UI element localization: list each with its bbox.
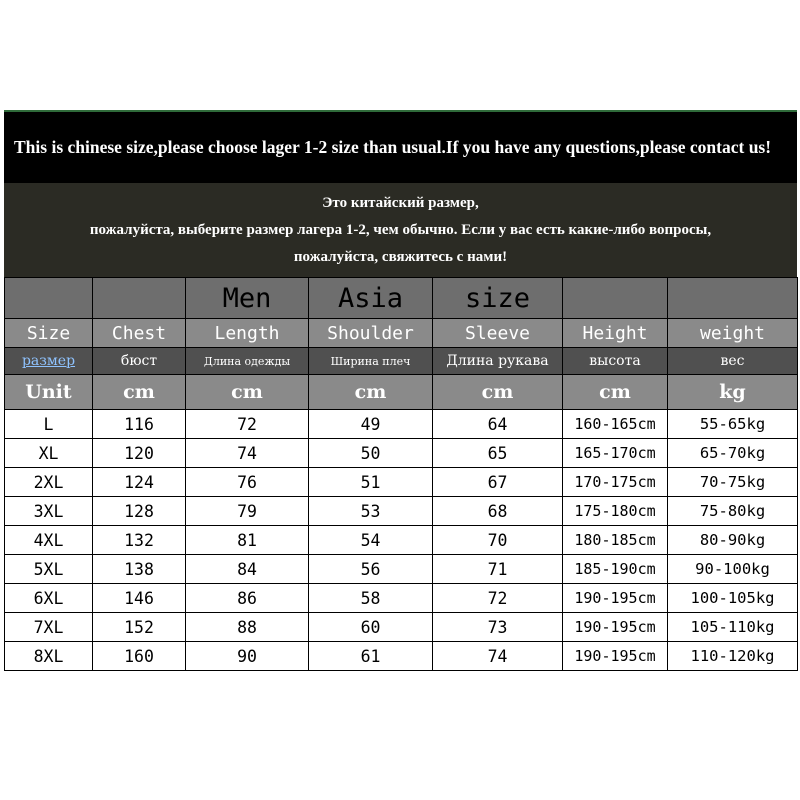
cell-size: 5XL: [5, 555, 93, 584]
cell-length: 74: [186, 439, 309, 468]
cell-sleeve: 70: [433, 526, 563, 555]
table-row: [5, 439, 798, 468]
russian-notice-banner: [4, 183, 797, 277]
cell-sleeve: 74: [433, 642, 563, 671]
header-length: Length: [186, 319, 309, 348]
cell-length: 79: [186, 497, 309, 526]
cell-chest: 132: [93, 526, 186, 555]
cell-size: XL: [5, 439, 93, 468]
header-ru-length: Длина одежды: [186, 348, 309, 375]
title-cell-empty: [5, 278, 93, 319]
russian-notice-line-1: Это китайский размер,: [322, 194, 479, 211]
header-weight: weight: [668, 319, 798, 348]
title-cell-empty: [668, 278, 798, 319]
header-shoulder: Shoulder: [309, 319, 433, 348]
unit-row: [5, 375, 798, 410]
cell-height: 185-190cm: [563, 555, 668, 584]
cell-size: 4XL: [5, 526, 93, 555]
cell-chest: 128: [93, 497, 186, 526]
cell-shoulder: 60: [309, 613, 433, 642]
header-ru-size: размер: [5, 348, 93, 375]
cell-weight: 55-65kg: [668, 410, 798, 439]
cell-shoulder: 58: [309, 584, 433, 613]
cell-length: 81: [186, 526, 309, 555]
table-title-row: [5, 278, 798, 319]
cell-shoulder: 51: [309, 468, 433, 497]
cell-sleeve: 65: [433, 439, 563, 468]
cell-size: 3XL: [5, 497, 93, 526]
cell-chest: 152: [93, 613, 186, 642]
header-ru-height: высота: [563, 348, 668, 375]
header-row: [5, 319, 798, 348]
cell-length: 88: [186, 613, 309, 642]
title-men: Men: [186, 278, 309, 319]
cell-weight: 70-75kg: [668, 468, 798, 497]
cell-height: 165-170cm: [563, 439, 668, 468]
header-sleeve: Sleeve: [433, 319, 563, 348]
header-ru-chest: бюст: [93, 348, 186, 375]
cell-weight: 100-105kg: [668, 584, 798, 613]
cell-chest: 124: [93, 468, 186, 497]
cell-length: 90: [186, 642, 309, 671]
size-chart: [4, 110, 797, 671]
title-size: size: [433, 278, 563, 319]
header-row-russian: [5, 348, 798, 375]
cell-weight: 75-80kg: [668, 497, 798, 526]
header-ru-sleeve: Длина рукава: [433, 348, 563, 375]
cell-size: 7XL: [5, 613, 93, 642]
unit-shoulder: cm: [309, 375, 433, 410]
table-row: [5, 613, 798, 642]
cell-weight: 110-120kg: [668, 642, 798, 671]
cell-weight: 105-110kg: [668, 613, 798, 642]
cell-chest: 138: [93, 555, 186, 584]
cell-chest: 146: [93, 584, 186, 613]
cell-height: 170-175cm: [563, 468, 668, 497]
unit-length: cm: [186, 375, 309, 410]
unit-weight: kg: [668, 375, 798, 410]
cell-length: 72: [186, 410, 309, 439]
cell-shoulder: 61: [309, 642, 433, 671]
header-ru-weight: вес: [668, 348, 798, 375]
cell-shoulder: 56: [309, 555, 433, 584]
table-row: [5, 526, 798, 555]
russian-notice-line-2: пожалуйста, выберите размер лагера 1-2, чем обычно. Если у вас есть какие-либо вопросы,: [89, 221, 712, 238]
cell-size: 6XL: [5, 584, 93, 613]
cell-length: 84: [186, 555, 309, 584]
cell-sleeve: 73: [433, 613, 563, 642]
cell-shoulder: 53: [309, 497, 433, 526]
table-row: [5, 555, 798, 584]
english-notice-banner: [4, 110, 797, 183]
table-row: [5, 410, 798, 439]
cell-weight: 65-70kg: [668, 439, 798, 468]
title-cell-empty: [93, 278, 186, 319]
cell-chest: 116: [93, 410, 186, 439]
cell-height: 175-180cm: [563, 497, 668, 526]
cell-chest: 120: [93, 439, 186, 468]
english-notice-text: This is chinese size,please choose lager 1-2 size than usual.If you have any questions,please contact us!: [14, 137, 772, 157]
header-ru-shoulder: Ширина плеч: [309, 348, 433, 375]
cell-length: 86: [186, 584, 309, 613]
cell-sleeve: 64: [433, 410, 563, 439]
cell-chest: 160: [93, 642, 186, 671]
cell-size: L: [5, 410, 93, 439]
cell-shoulder: 50: [309, 439, 433, 468]
cell-height: 160-165cm: [563, 410, 668, 439]
header-size: Size: [5, 319, 93, 348]
unit-height: cm: [563, 375, 668, 410]
cell-height: 190-195cm: [563, 642, 668, 671]
unit-sleeve: cm: [433, 375, 563, 410]
cell-sleeve: 67: [433, 468, 563, 497]
cell-weight: 90-100kg: [668, 555, 798, 584]
cell-length: 76: [186, 468, 309, 497]
header-height: Height: [563, 319, 668, 348]
cell-height: 190-195cm: [563, 584, 668, 613]
cell-sleeve: 72: [433, 584, 563, 613]
table-row: [5, 497, 798, 526]
cell-weight: 80-90kg: [668, 526, 798, 555]
size-table: [4, 277, 798, 671]
table-row: [5, 584, 798, 613]
header-chest: Chest: [93, 319, 186, 348]
cell-size: 8XL: [5, 642, 93, 671]
cell-height: 180-185cm: [563, 526, 668, 555]
cell-shoulder: 49: [309, 410, 433, 439]
cell-size: 2XL: [5, 468, 93, 497]
table-row: [5, 468, 798, 497]
unit-chest: cm: [93, 375, 186, 410]
russian-notice-line-3: пожалуйста, свяжитесь с нами!: [293, 248, 508, 265]
title-cell-empty: [563, 278, 668, 319]
cell-sleeve: 68: [433, 497, 563, 526]
cell-sleeve: 71: [433, 555, 563, 584]
table-row: [5, 642, 798, 671]
cell-height: 190-195cm: [563, 613, 668, 642]
unit-label: Unit: [5, 375, 93, 410]
cell-shoulder: 54: [309, 526, 433, 555]
title-asia: Asia: [309, 278, 433, 319]
